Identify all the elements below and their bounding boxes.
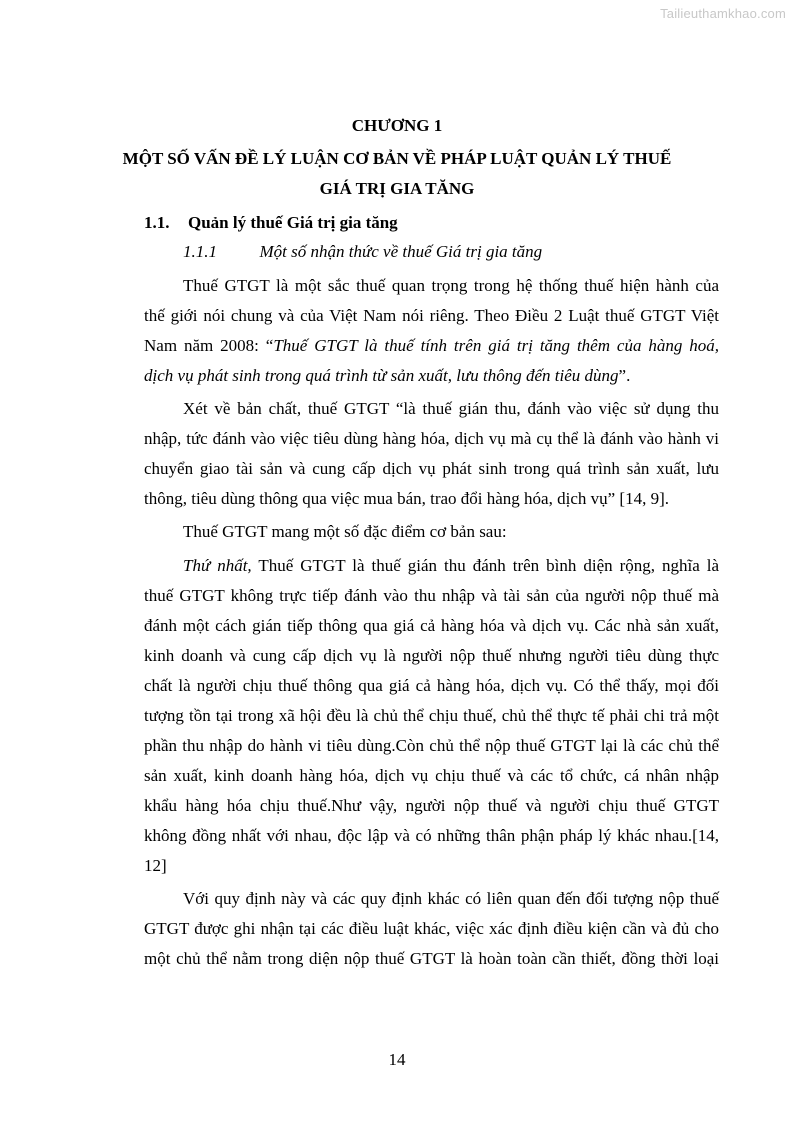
- watermark-text: Tailieuthamkhao.com: [660, 6, 786, 21]
- subsection-heading: [183, 242, 542, 262]
- p1-line-4-end: ”.: [618, 366, 631, 385]
- p3-line-1: Thuế GTGT mang một số đặc điểm cơ bản sau:: [183, 522, 507, 541]
- p4-line-6: tượng tồn tại trong xã hội đều là chủ thể chịu thuế, chủ thể thực tế phải chi trả một: [144, 706, 719, 725]
- p4-line-9: khẩu hàng hóa chịu thuế.Như vậy, người nộp thuế và người chịu thuế GTGT: [144, 796, 719, 815]
- p4-line-1-rest: Thuế GTGT là thuế gián thu đánh trên bình diện rộng, nghĩa là: [251, 556, 719, 575]
- p1-line-1: Thuế GTGT là một sắc thuế quan trọng trong hệ thống thuế hiện hành của: [183, 276, 719, 295]
- p4-line-10: không đồng nhất với nhau, độc lập và có những thân phận pháp lý khác nhau.[14,: [144, 826, 719, 845]
- section-title: Quản lý thuế Giá trị gia tăng: [188, 213, 398, 232]
- p4-line-8: sản xuất, kinh doanh hàng hóa, dịch vụ chịu thuế và các tổ chức, cá nhân nhập: [144, 766, 719, 785]
- p1-quote-italic-2: dịch vụ phát sinh trong quá trình từ sản xuất, lưu thông đến tiêu dùng: [144, 366, 619, 385]
- chapter-title-line-1: MỘT SỐ VẤN ĐỀ LÝ LUẬN CƠ BẢN VỀ PHÁP LUẬT QUẢN LÝ THUẾ: [122, 149, 672, 168]
- p1-line-4: [144, 366, 719, 386]
- chapter-label: CHƯƠNG 1: [351, 116, 443, 135]
- p2-line-4: thông, tiêu dùng thông qua việc mua bán, trao đổi hàng hóa, dịch vụ” [14, 9].: [144, 489, 669, 508]
- p4-line-5: chất là người chịu thuế thông qua giá cả hàng hóa, dịch vụ. Có thể thấy, mọi đối: [144, 676, 719, 695]
- chapter-title-line-2: GIÁ TRỊ GIA TĂNG: [319, 179, 475, 198]
- p4-line-11: 12]: [144, 856, 167, 875]
- p4-line-7: phần thu nhập do hành vi tiêu dùng.Còn chủ thể nộp thuế GTGT lại là các chủ thể: [144, 736, 719, 755]
- p1-line-3: [144, 336, 719, 356]
- p2-line-2: nhập, tức đánh vào việc tiêu dùng hàng hóa, dịch vụ mà cụ thể là đánh vào hành vi: [144, 429, 719, 448]
- p2-line-3: chuyển giao tài sản và cung cấp dịch vụ phát sinh trong quá trình sản xuất, lưu: [144, 459, 719, 478]
- p5-line-3: một chủ thể nằm trong diện nộp thuế GTGT là hoàn toàn cần thiết, đồng thời loại: [144, 949, 719, 968]
- section-number: 1.1.: [144, 213, 170, 232]
- section-heading: [144, 213, 398, 233]
- subsection-number: 1.1.1: [183, 242, 217, 261]
- p5-line-1: Với quy định này và các quy định khác có liên quan đến đối tượng nộp thuế: [183, 889, 719, 908]
- p1-line-2: thế giới nói chung và của Việt Nam nói riêng. Theo Điều 2 Luật thuế GTGT Việt: [144, 306, 719, 325]
- p4-line-1: [183, 556, 719, 576]
- p4-lead-italic: Thứ nhất,: [183, 556, 252, 575]
- p4-line-3: đánh một cách gián tiếp thông qua giá cả hàng hóa và dịch vụ. Các nhà sản xuất,: [144, 616, 719, 635]
- p5-line-2: GTGT được ghi nhận tại các điều luật khác, việc xác định điều kiện cần và đủ cho: [144, 919, 719, 938]
- subsection-title: Một số nhận thức về thuế Giá trị gia tăng: [259, 242, 543, 261]
- p1-quote-italic-1: Thuế GTGT là thuế tính trên giá trị tăng thêm của hàng hoá,: [273, 336, 720, 355]
- p1-line-3-start: Nam năm 2008: “: [144, 336, 274, 355]
- p2-line-1: Xét về bản chất, thuế GTGT “là thuế gián thu, đánh vào việc sử dụng thu: [183, 399, 719, 418]
- page-number: 14: [388, 1050, 406, 1069]
- p4-line-2: thuế GTGT không trực tiếp đánh vào thu nhập và tài sản của người nộp thuế mà: [144, 586, 719, 605]
- p4-line-4: kinh doanh và cung cấp dịch vụ là người nộp thuế nhưng người tiêu dùng thực: [144, 646, 719, 665]
